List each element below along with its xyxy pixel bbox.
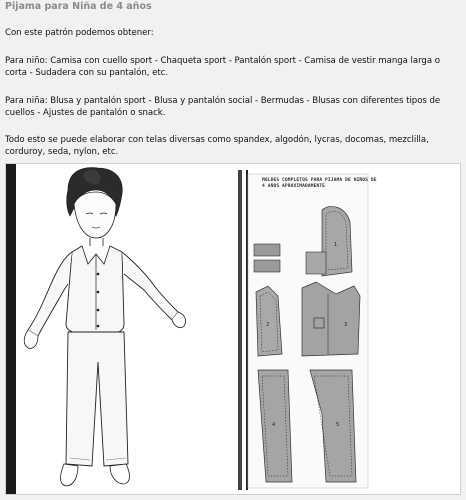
intro-text: Con este patrón podemos obtener: <box>5 28 154 38</box>
svg-text:3: 3 <box>344 322 348 328</box>
pattern-sheet-title: MOLDES COMPLETOS PARA PIJAMA DE NIÑOS DE 4 AÑOS APROXIMADAMENTE <box>262 178 377 189</box>
svg-text:4: 4 <box>272 422 276 428</box>
fabrics-text: Todo esto se puede elaborar con telas diversas como spandex, algodón, lycras, docomas, mezclilla, corduroy, seda, nylon, etc. <box>5 135 429 157</box>
boy-garments-text: Para niño: Camisa con cuello sport - Chaqueta sport - Pantalón sport - Camisa de vestir manga larga o corta - Sudadera con su pantalón, etc. <box>5 56 440 78</box>
svg-text:2: 2 <box>266 322 270 328</box>
svg-text:1: 1 <box>334 242 338 248</box>
pattern-pieces-sheet <box>6 164 461 495</box>
pajama-pattern-figure <box>5 163 461 495</box>
page-title: Pijama para Niña de 4 años <box>5 1 152 12</box>
girl-garments-text: Para niña: Blusa y pantalón sport - Blusa y pantalón social - Bermudas - Blusas con diferentes tipos de cuellos - Ajustes de pantalón o snack. <box>5 96 441 118</box>
svg-text:5: 5 <box>336 422 340 428</box>
